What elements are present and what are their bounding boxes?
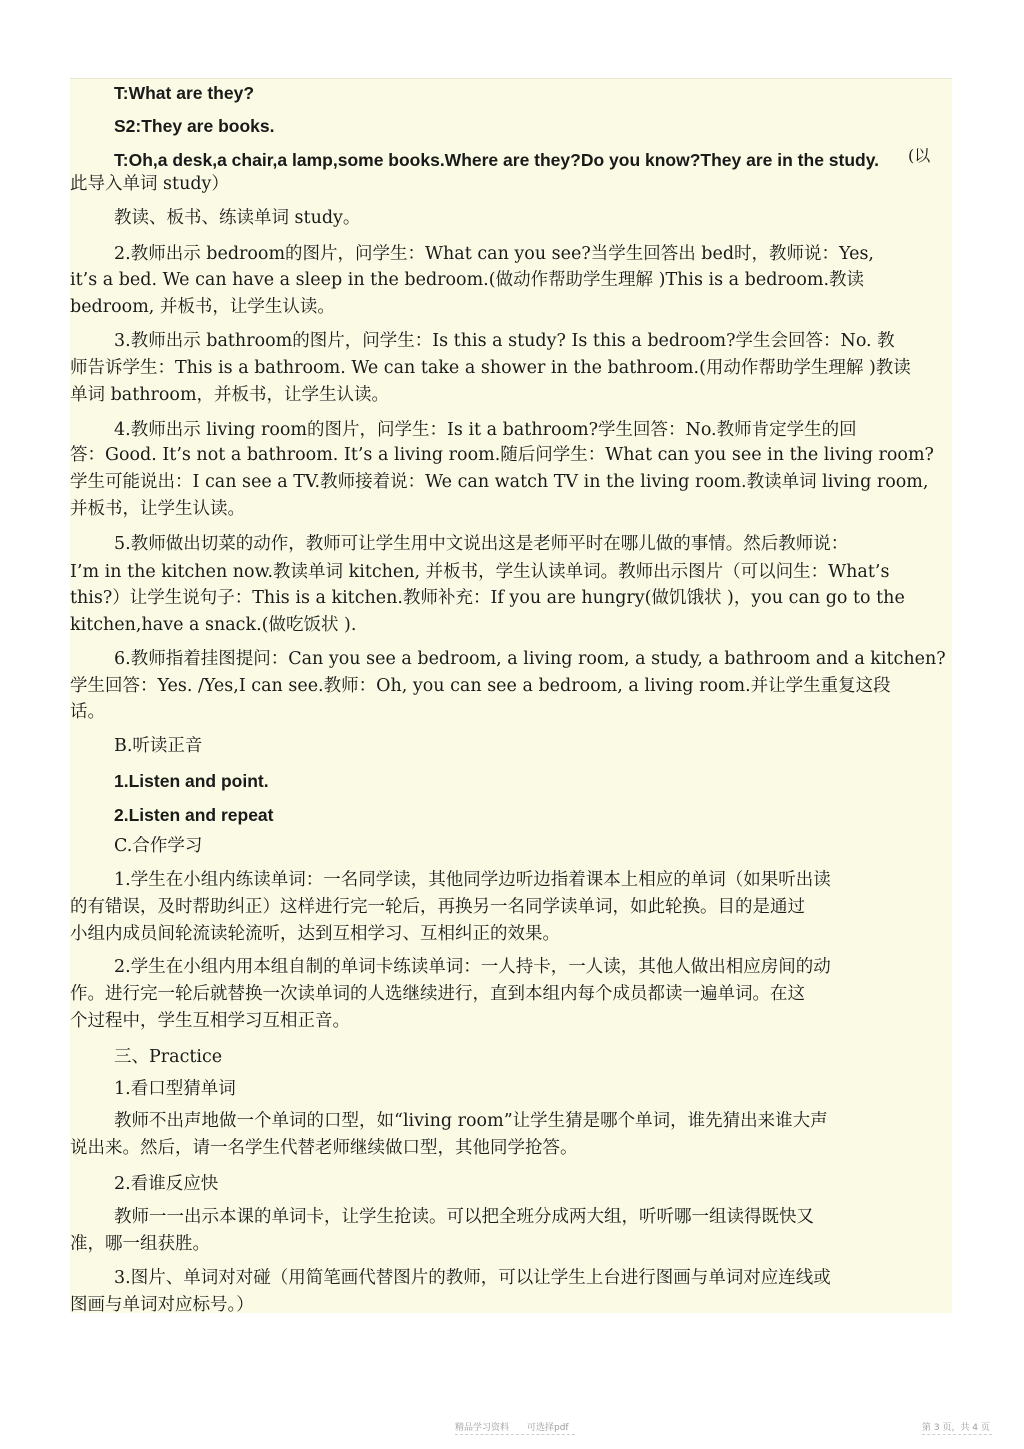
text-line: kitchen,have a snack.(做吃饭状 ). bbox=[70, 615, 357, 635]
document-page bbox=[70, 78, 952, 1313]
text-line: 3.图片、单词对对碰（用简笔画代替图片的教师，可以让学生上台进行图画与单词对应连线或 bbox=[114, 1268, 831, 1288]
text-line: 准，哪一组获胜。 bbox=[70, 1234, 210, 1254]
text-line: 学生可能说出：I can see a TV.教师接着说：We can watch TV in the living room.教读单词 living room, bbox=[70, 472, 929, 492]
text-line: 图画与单词对应标号。） bbox=[70, 1295, 254, 1315]
text-line: 3.教师出示 bathroom的图片，问学生：Is this a study? Is this a bedroom?学生会回答：No. 教 bbox=[114, 331, 895, 351]
text-line: 此导入单词 study） bbox=[70, 174, 229, 194]
text-line: T:Oh,a desk,a chair,a lamp,some books.Where are they?Do you know?They are in the study. bbox=[114, 150, 880, 170]
page-number: 第 3 页，共 4 页 bbox=[922, 1423, 990, 1433]
text-line: S2:They are books. bbox=[114, 116, 275, 136]
text-line: 1.Listen and point. bbox=[114, 771, 269, 791]
text-line: this?）让学生说句子：This is a kitchen.教师补充：If you are hungry(做饥饿状 )，you can go to the bbox=[70, 588, 905, 608]
footer-divider bbox=[922, 1434, 992, 1435]
text-line: 小组内成员间轮流读轮流听，达到互相学习、互相纠正的效果。 bbox=[70, 924, 560, 944]
text-line: 6.教师指着挂图提问：Can you see a bedroom, a living room, a study, a bathroom and a kitchen? bbox=[114, 649, 946, 669]
footer-divider bbox=[455, 1434, 575, 1435]
text-line: 个过程中，学生互相学习互相正音。 bbox=[70, 1011, 350, 1031]
text-line: 5.教师做出切菜的动作，教师可让学生用中文说出这是老师平时在哪儿做的事情。然后教师说： bbox=[114, 534, 849, 554]
text-line: 2.看谁反应快 bbox=[114, 1174, 219, 1194]
text-line: 教读、板书、练读单词 study。 bbox=[114, 208, 361, 228]
text-line: 单词 bathroom，并板书，让学生认读。 bbox=[70, 385, 390, 405]
section-heading: 三、Practice bbox=[114, 1047, 223, 1067]
text-line: 1.学生在小组内练读单词：一名同学读，其他同学边听边指着课本上相应的单词（如果听出读 bbox=[114, 870, 831, 890]
text-line: 教师不出声地做一个单词的口型，如“living room”让学生猜是哪个单词，谁先猜出来谁大声 bbox=[114, 1111, 828, 1131]
text-line: 1.看口型猜单词 bbox=[114, 1079, 236, 1099]
text-line: 说出来。然后，请一名学生代替老师继续做口型，其他同学抢答。 bbox=[70, 1138, 578, 1158]
text-line: 并板书，让学生认读。 bbox=[70, 499, 245, 519]
text-line: bedroom, 并板书，让学生认读。 bbox=[70, 297, 335, 317]
text-line: 2.教师出示 bedroom的图片，问学生：What can you see?当学生回答出 bed时，教师说：Yes, bbox=[114, 244, 874, 264]
text-line: T:What are they? bbox=[114, 83, 255, 103]
margin-note: (以 bbox=[908, 146, 931, 165]
section-heading: C.合作学习 bbox=[114, 836, 203, 856]
text-line: 学生回答：Yes. /Yes,I can see.教师：Oh, you can see a bedroom, a living room.并让学生重复这段 bbox=[70, 676, 891, 696]
text-line: 师告诉学生：This is a bathroom. We can take a shower in the bathroom.(用动作帮助学生理解 )教读 bbox=[70, 358, 911, 378]
text-line: 话。 bbox=[70, 702, 105, 722]
text-line: 教师一一出示本课的单词卡，让学生抢读。可以把全班分成两大组，听听哪一组读得既快又 bbox=[114, 1207, 814, 1227]
text-line: it’s a bed. We can have a sleep in the bedroom.(做动作帮助学生理解 )This is a bedroom.教读 bbox=[70, 270, 865, 290]
text-line: I’m in the kitchen now.教读单词 kitchen, 并板书，学生认读单词。教师出示图片（可以问生：What’s bbox=[70, 562, 890, 582]
text-line: 4.教师出示 living room的图片，问学生：Is it a bathroom?学生回答：No.教师肯定学生的回 bbox=[114, 420, 857, 440]
text-line: 的有错误，及时帮助纠正）这样进行完一轮后，再换另一名同学读单词，如此轮换。目的是通过 bbox=[70, 897, 805, 917]
text-line: 作。进行完一轮后就替换一次读单词的人选继续进行，直到本组内每个成员都读一遍单词。在这 bbox=[70, 984, 805, 1004]
text-line: 2.Listen and repeat bbox=[114, 805, 274, 825]
footer-left-text: 精品学习资料 可选择pdf bbox=[455, 1423, 569, 1433]
text-line: 答：Good. It’s not a bathroom. It’s a living room.随后问学生：What can you see in the living room? bbox=[70, 445, 934, 465]
text-line: 2.学生在小组内用本组自制的单词卡练读单词：一人持卡，一人读，其他人做出相应房间的动 bbox=[114, 957, 831, 977]
section-heading: B.听读正音 bbox=[114, 736, 203, 756]
